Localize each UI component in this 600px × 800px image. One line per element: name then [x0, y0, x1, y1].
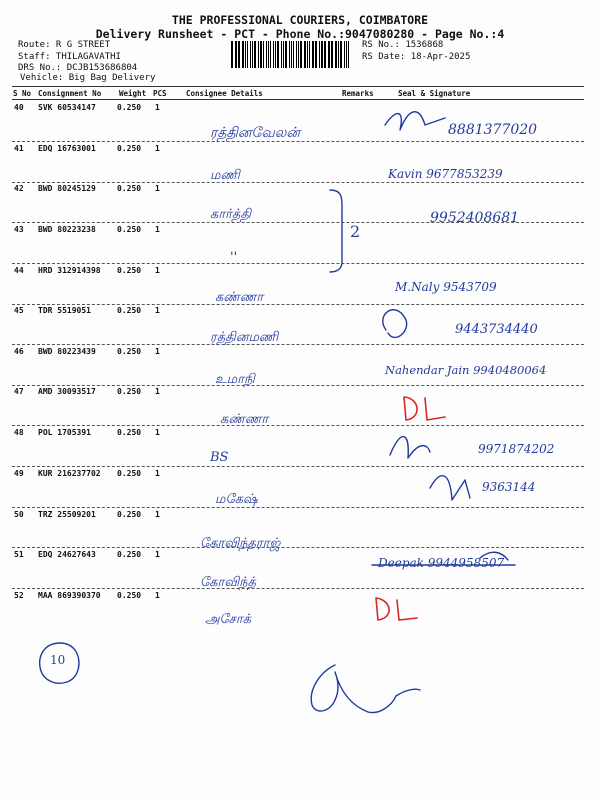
staff-text: Staff: THILAGAVATHI — [18, 51, 121, 62]
row-weight: 0.250 — [117, 184, 142, 193]
row-pcs: 1 — [155, 347, 160, 356]
sign-hw-41: Kavin 9677853239 — [388, 167, 503, 181]
consignee-hw-49: மகேஷ் — [215, 492, 258, 507]
row-pcs: 1 — [155, 184, 160, 193]
row-consignment: AMD 30093517 — [38, 387, 96, 396]
sign-swirl-49 — [430, 476, 470, 500]
row-sno: 51 — [14, 550, 24, 559]
row-weight: 0.250 — [117, 225, 142, 234]
row-consignment: BWD 80245129 — [38, 184, 96, 193]
row-consignment: BWD 80223439 — [38, 347, 96, 356]
row-pcs: 1 — [155, 428, 160, 437]
row-weight: 0.250 — [117, 347, 142, 356]
row-pcs: 1 — [155, 469, 160, 478]
consignee-hw-46: உமாநி — [215, 372, 255, 387]
sign-hw-51: Deepak 9944958507 — [378, 556, 505, 570]
row-consignment: POL 1705391 — [38, 428, 91, 437]
col-consignee: Consignee Details — [186, 89, 263, 98]
row-pcs: 1 — [155, 591, 160, 600]
company-title: THE PROFESSIONAL COURIERS, COIMBATORE — [171, 13, 429, 27]
row-pcs: 1 — [155, 550, 160, 559]
row-sno: 44 — [14, 266, 24, 275]
col-weight: Weight — [119, 89, 147, 98]
rs-date: RS Date: 18-Apr-2025 — [362, 51, 471, 62]
col-remarks: Remarks — [342, 89, 374, 98]
sign-number-48: 9971874202 — [478, 442, 555, 456]
sign-hw-44: M.Naly 9543709 — [395, 280, 497, 294]
row-pcs: 1 — [155, 510, 160, 519]
row-pcs: 1 — [155, 306, 160, 315]
dl-mark-52 — [376, 598, 417, 620]
consignee-hw-52: அசோக் — [205, 612, 251, 627]
row-weight: 0.250 — [117, 103, 142, 112]
row-weight: 0.250 — [117, 510, 142, 519]
row-pcs: 1 — [155, 144, 160, 153]
row-sno: 52 — [14, 591, 24, 600]
row-consignment: TDR 5519051 — [38, 306, 91, 315]
sign-number-49: 9363144 — [482, 480, 536, 494]
dl-mark-47 — [404, 397, 445, 420]
row-sno: 41 — [14, 144, 24, 153]
bottom-signature — [311, 665, 420, 713]
consignee-hw-40: ரத்தினவேலன் — [210, 125, 300, 141]
row-pcs: 1 — [155, 225, 160, 234]
row-weight: 0.250 — [117, 469, 142, 478]
row-sno: 43 — [14, 225, 24, 234]
row-consignment: MAA 869390370 — [38, 591, 101, 600]
row-sno: 47 — [14, 387, 24, 396]
sign-hw-42: 9952408681 — [430, 210, 520, 226]
row-consignment: EDQ 16763001 — [38, 144, 96, 153]
row-weight: 0.250 — [117, 550, 142, 559]
row-pcs: 1 — [155, 387, 160, 396]
row-pcs: 1 — [155, 266, 160, 275]
row-sno: 40 — [14, 103, 24, 112]
sign-swirl-48 — [390, 437, 430, 458]
row-sno: 42 — [14, 184, 24, 193]
row-sno: 48 — [14, 428, 24, 437]
consignee-hw-41: மணி — [210, 168, 240, 183]
consignee-hw-50: கோவிந்தராஜ் — [200, 536, 281, 551]
vehicle-text: Vehicle: Big Bag Delivery — [20, 73, 156, 83]
col-sno: S No — [13, 89, 32, 98]
consignee-hw-42: கார்த்தி — [210, 207, 252, 222]
row-pcs: 1 — [155, 103, 160, 112]
row-weight: 0.250 — [117, 266, 142, 275]
row-consignment: SVK 60534147 — [38, 103, 96, 112]
consignee-hw-43: '' — [230, 250, 238, 265]
row-weight: 0.250 — [117, 306, 142, 315]
sign-swirl-45 — [383, 310, 407, 338]
row-sno: 49 — [14, 469, 24, 478]
remarks-bracket — [330, 190, 342, 272]
drs-text: DRS No.: DCJB153686804 — [18, 63, 138, 73]
row-sno: 46 — [14, 347, 24, 356]
consignee-hw-48: BS — [210, 450, 229, 465]
row-weight: 0.250 — [117, 591, 142, 600]
row-sno: 45 — [14, 306, 24, 315]
consignee-hw-51: கோவிந்த் — [200, 575, 256, 590]
sign-hw-45: 9443734440 — [455, 322, 538, 337]
consignee-hw-45: ரத்தினமணி — [210, 330, 279, 345]
page-count-number: 10 — [50, 653, 66, 667]
row-weight: 0.250 — [117, 387, 142, 396]
sign-hw-46: Nahendar Jain 9940480064 — [385, 363, 547, 377]
rs-number: RS No.: 1536868 — [362, 40, 444, 50]
route-text: Route: R G STREET — [18, 40, 111, 50]
sign-swirl-40 — [385, 112, 445, 130]
col-consignment: Consignment No — [38, 89, 102, 98]
consignee-hw-44: கண்ணா — [215, 290, 264, 305]
row-consignment: HRD 312914398 — [38, 266, 101, 275]
remarks-bracket-number: 2 — [350, 222, 361, 241]
sign-number-40: 8881377020 — [448, 122, 538, 138]
row-consignment: KUR 216237702 — [38, 469, 101, 478]
row-consignment: BWD 80223238 — [38, 225, 96, 234]
runsheet-subtitle: Delivery Runsheet - PCT - Phone No.:9047080280 - Page No.:4 — [95, 27, 505, 41]
col-pcs: PCS — [153, 89, 167, 98]
col-seal: Seal & Signature — [398, 89, 471, 98]
row-consignment: TRZ 25509201 — [38, 510, 96, 519]
row-sno: 50 — [14, 510, 24, 519]
consignee-hw-47: கண்ணா — [220, 412, 269, 427]
row-weight: 0.250 — [117, 144, 142, 153]
row-consignment: EDQ 24627643 — [38, 550, 96, 559]
row-weight: 0.250 — [117, 428, 142, 437]
